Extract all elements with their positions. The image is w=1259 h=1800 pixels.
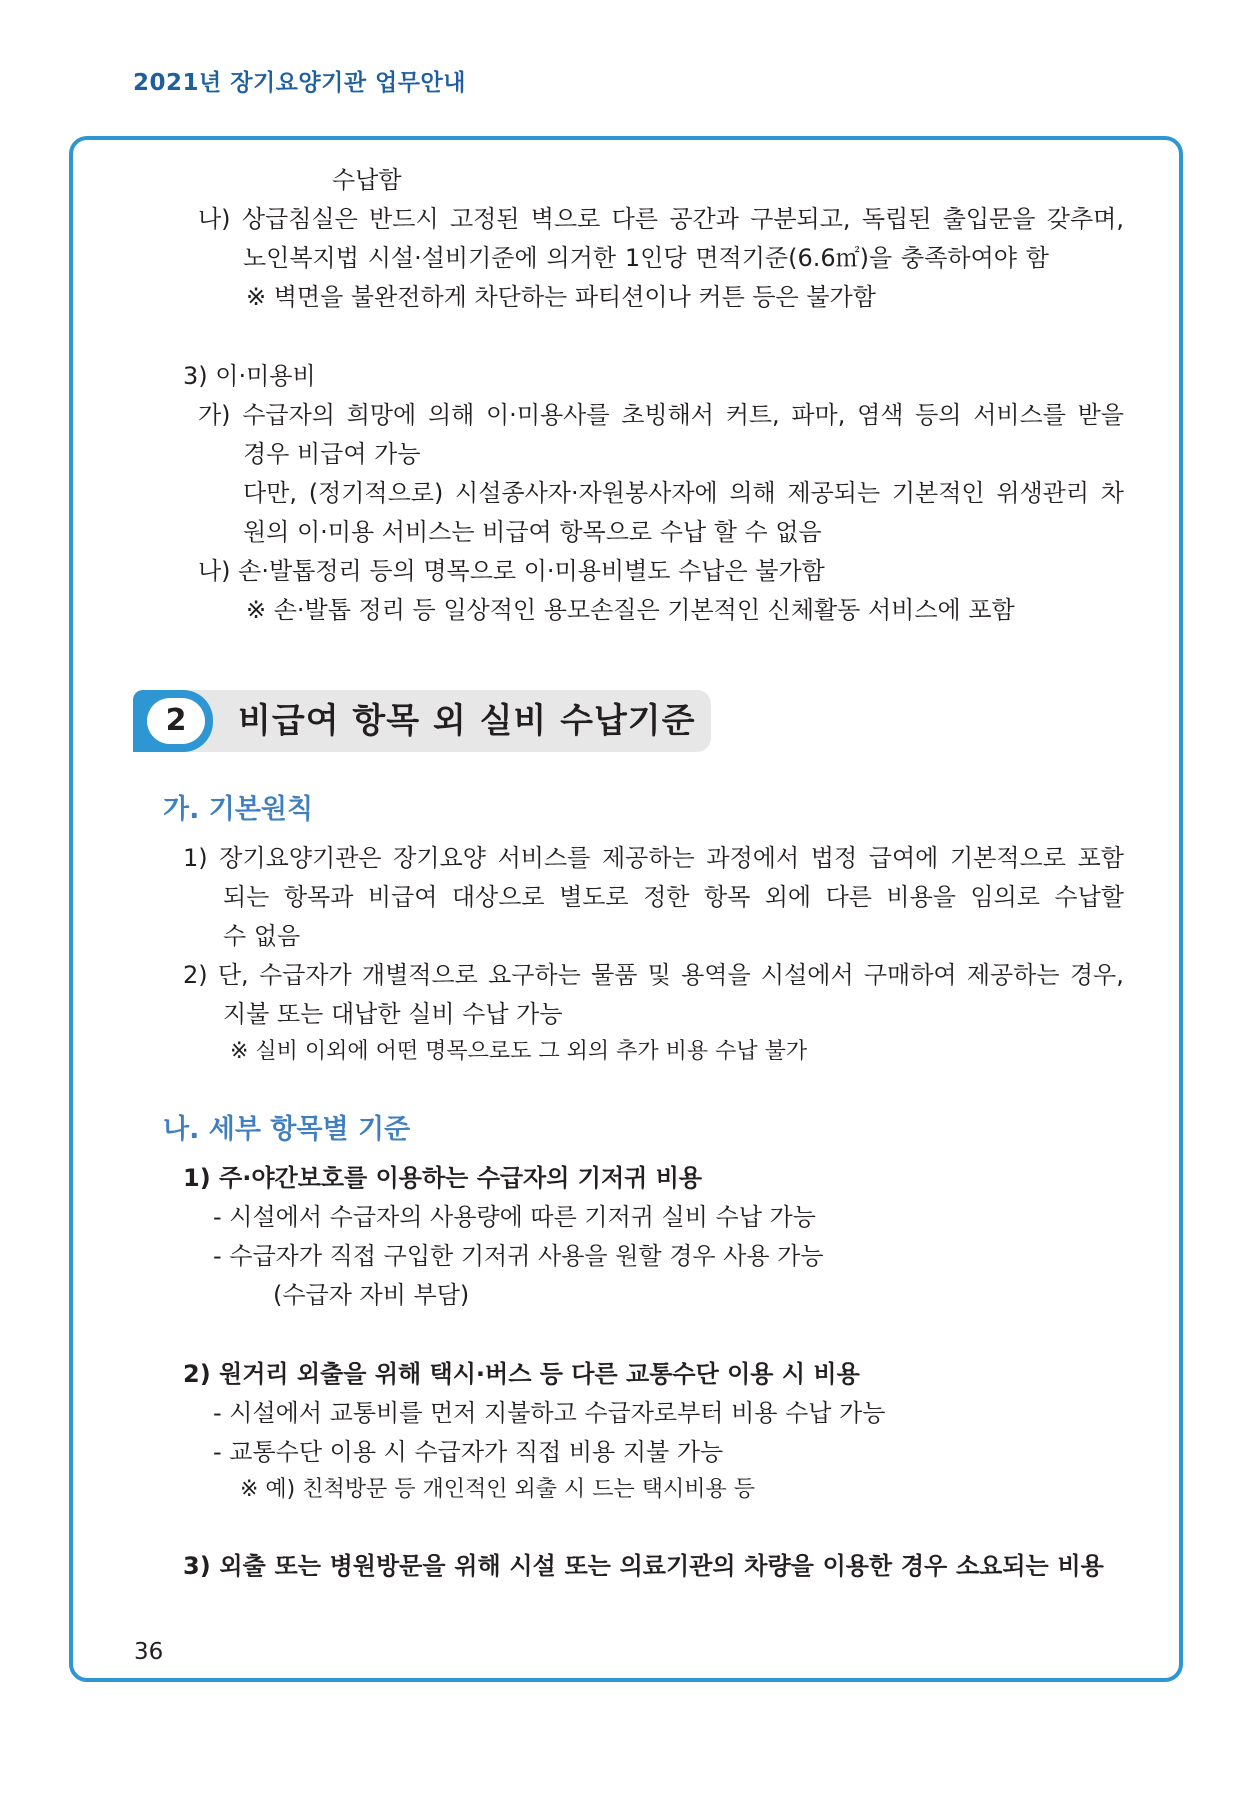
heading-basic-principles: 가. 기본원칙 — [163, 794, 314, 825]
text-line: - 교통수단 이용 시 수급자가 직접 비용 지불 가능 — [213, 1438, 724, 1466]
text-line: 2) 단, 수급자가 개별적으로 요구하는 물품 및 용역을 시설에서 구매하여 제공하는 경우, — [183, 961, 1124, 989]
section-title: 비급여 항목 외 실비 수납기준 — [238, 701, 696, 741]
item-title-diaper: 1) 주·야간보호를 이용하는 수급자의 기저귀 비용 — [183, 1164, 703, 1192]
text-line: 1) 장기요양기관은 장기요양 서비스를 제공하는 과정에서 법정 급여에 기본적으로 포함 — [183, 844, 1124, 872]
text-line: (수급자 자비 부담) — [273, 1281, 470, 1309]
section-number-tab — [133, 690, 213, 752]
text-line: 경우 비급여 가능 — [243, 440, 421, 468]
page-number: 36 — [134, 1639, 164, 1665]
section-number: 2 — [147, 698, 205, 744]
note-line: ※ 실비 이외에 어떤 명목으로도 그 외의 추가 비용 수납 불가 — [230, 1039, 808, 1064]
text-line: 다만, (정기적으로) 시설종사자·자원봉사자에 의해 제공되는 기본적인 위생관리 차 — [243, 479, 1124, 507]
note-line: ※ 손·발톱 정리 등 일상적인 용모손질은 기본적인 신체활동 서비스에 포함 — [246, 596, 1015, 624]
text-line: 원의 이·미용 서비스는 비급여 항목으로 수납 할 수 없음 — [243, 518, 822, 546]
item-title-transport: 2) 원거리 외출을 위해 택시·버스 등 다른 교통수단 이용 시 비용 — [183, 1360, 860, 1388]
text-line: 나) 상급침실은 반드시 고정된 벽으로 다른 공간과 구분되고, 독립된 출입문을 갖추며, — [198, 205, 1124, 233]
text-line: - 수급자가 직접 구입한 기저귀 사용을 원할 경우 사용 가능 — [213, 1242, 824, 1270]
note-line: ※ 예) 친척방문 등 개인적인 외출 시 드는 택시비용 등 — [240, 1477, 755, 1502]
text-line: 나) 손·발톱정리 등의 명목으로 이·미용비별도 수납은 불가함 — [198, 557, 825, 585]
text-line: 수 없음 — [223, 922, 301, 950]
subsection-heading-beauty: 3) 이·미용비 — [183, 362, 316, 390]
item-title-vehicle: 3) 외출 또는 병원방문을 위해 시설 또는 의료기관의 차량을 이용한 경우 소요되는 비용 — [183, 1552, 1104, 1580]
text-line: 되는 항목과 비급여 대상으로 별도로 정한 항목 외에 다른 비용을 임의로 수납할 — [223, 883, 1124, 911]
text-line: - 시설에서 교통비를 먼저 지불하고 수급자로부터 비용 수납 가능 — [213, 1399, 886, 1427]
text-line: 노인복지법 시설·설비기준에 의거한 1인당 면적기준(6.6㎡)을 충족하여야 함 — [243, 244, 1049, 272]
text-line: - 시설에서 수급자의 사용량에 따른 기저귀 실비 수납 가능 — [213, 1203, 816, 1231]
note-line: ※ 벽면을 불완전하게 차단하는 파티션이나 커튼 등은 불가함 — [246, 283, 876, 311]
text-line: 지불 또는 대납한 실비 수납 가능 — [223, 1000, 563, 1028]
heading-detailed-criteria: 나. 세부 항목별 기준 — [163, 1114, 411, 1145]
text-line: 가) 수급자의 희망에 의해 이·미용사를 초빙해서 커트, 파마, 염색 등의 서비스를 받을 — [198, 401, 1124, 429]
section-banner — [133, 690, 711, 752]
text-line: 수납함 — [332, 166, 402, 194]
running-header: 2021년 장기요양기관 업무안내 — [133, 70, 466, 96]
